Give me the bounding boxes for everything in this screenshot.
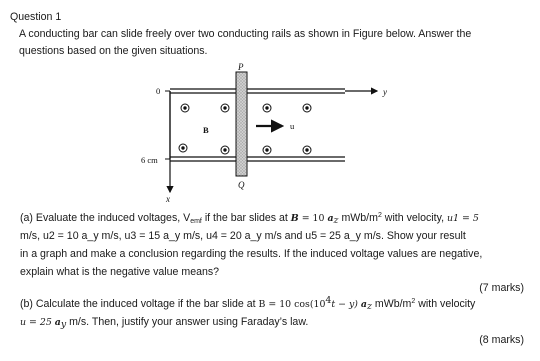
- part-a-line-3: in a graph and make a conclusion regarding the results. If the induced voltage values are negative,: [20, 248, 483, 260]
- figure: [135, 62, 395, 212]
- intro-line-1: A conducting bar can slide freely over two conducting rails as shown in Figure below. Answer the: [19, 28, 472, 40]
- label-zero: 0: [156, 86, 161, 96]
- intro-line-2: questions based on the given situations.: [19, 45, 208, 57]
- part-b-marks: (8 marks): [479, 334, 524, 346]
- part-a-line-1: (a) Evaluate the induced voltages, $V_{emf}$ if the bar slides at B = 10 $a_z$ mWb/$m^2$ with velocity, u1 = 5: [20, 212, 479, 226]
- label-u: u: [290, 121, 295, 131]
- part-b-line-2: u = 25 $a_y$ m/s. Then, justify your answer using Faraday’s law.: [20, 316, 309, 330]
- label-width: 6 cm: [141, 155, 158, 165]
- rail-diagram: [135, 62, 395, 212]
- part-a-marks: (7 marks): [479, 282, 524, 294]
- label-B: B: [203, 125, 209, 135]
- part-a-line-2: m/s, u2 = 10 a_y m/s, u3 = 15 a_y m/s, u4 = 20 a_y m/s and u5 = 25 a_y m/s. Show your result: [20, 230, 466, 242]
- sliding-bar: [236, 72, 247, 176]
- label-y: y: [383, 87, 387, 97]
- label-P: P: [238, 62, 244, 72]
- part-b-line-1: (b) Calculate the induced voltage if the bar slide at B = 10 $\cos(10^4t - y)$ $a_z$ mWb/$m^2$ with velocity: [20, 295, 476, 312]
- part-a-line-4: explain what is the negative value means?: [20, 266, 220, 278]
- label-Q: Q: [238, 180, 245, 190]
- label-x: x: [166, 194, 170, 204]
- question-title: Question 1: [10, 11, 62, 23]
